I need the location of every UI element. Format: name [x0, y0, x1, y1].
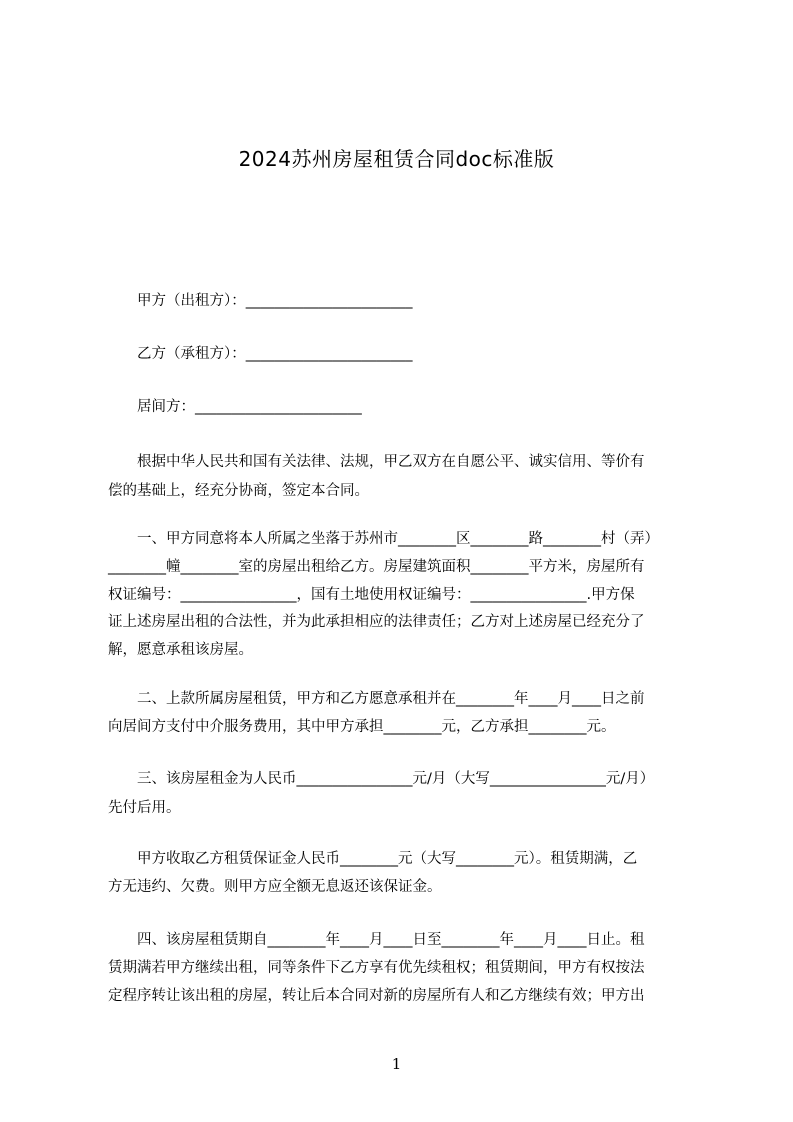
paragraph-line: 解，愿意承租该房屋。: [108, 642, 253, 658]
paragraph-line: 一、甲方同意将本人所属之坐落于苏州市________区________路________村（弄）: [137, 531, 659, 547]
paragraph-line: 赁期满若甲方继续出租，同等条件下乙方享有优先续租权；租赁期间，甲方有权按法: [108, 960, 645, 976]
paragraph-line: 方无违约、欠费。则甲方应全额无息返还该保证金。: [108, 879, 442, 895]
paragraph-line: 先付后用。: [108, 800, 181, 816]
paragraph-line: 权证编号：________________，国有土地使用权证编号：________________.甲方保: [108, 587, 635, 603]
party-a-text: 甲方（出租方）：_______________________: [137, 293, 413, 309]
paragraph-line: 四、该房屋租赁期自________年____月____日至________年____月____日止。租: [137, 932, 645, 948]
paragraph-line: 根据中华人民共和国有关法律、法规，甲乙双方在自愿公平、诚实信用、等价有: [137, 454, 645, 470]
paragraph-line: ________幢________室的房屋出租给乙方。房屋建筑面积________平方米，房屋所有: [108, 559, 645, 575]
paragraph-line: 向居间方支付中介服务费用，其中甲方承担________元，乙方承担________元。: [108, 719, 616, 735]
document-title: 2024苏州房屋租赁合同doc标准版: [238, 147, 555, 171]
page-number: 1: [391, 1055, 402, 1073]
intermediary-text: 居间方：_______________________: [137, 399, 362, 415]
paragraph-line: 三、该房屋租金为人民币________________元/月（大写________________元/月）: [137, 771, 655, 787]
paragraph-line: 甲方收取乙方租赁保证金人民币________元（大写________元）。租赁期满，乙: [137, 851, 638, 867]
paragraph-line: 偿的基础上，经充分协商，签定本合同。: [108, 483, 369, 499]
paragraph-line: 二、上款所属房屋租赁，甲方和乙方愿意承租并在________年____月____日之前: [137, 691, 645, 707]
party-b-text: 乙方（承租方）：_______________________: [137, 346, 413, 362]
paragraph-line: 定程序转让该出租的房屋，转让后本合同对新的房屋所有人和乙方继续有效；甲方出: [108, 988, 645, 1004]
paragraph-line: 证上述房屋出租的合法性，并为此承担相应的法律责任；乙方对上述房屋已经充分了: [108, 614, 645, 630]
